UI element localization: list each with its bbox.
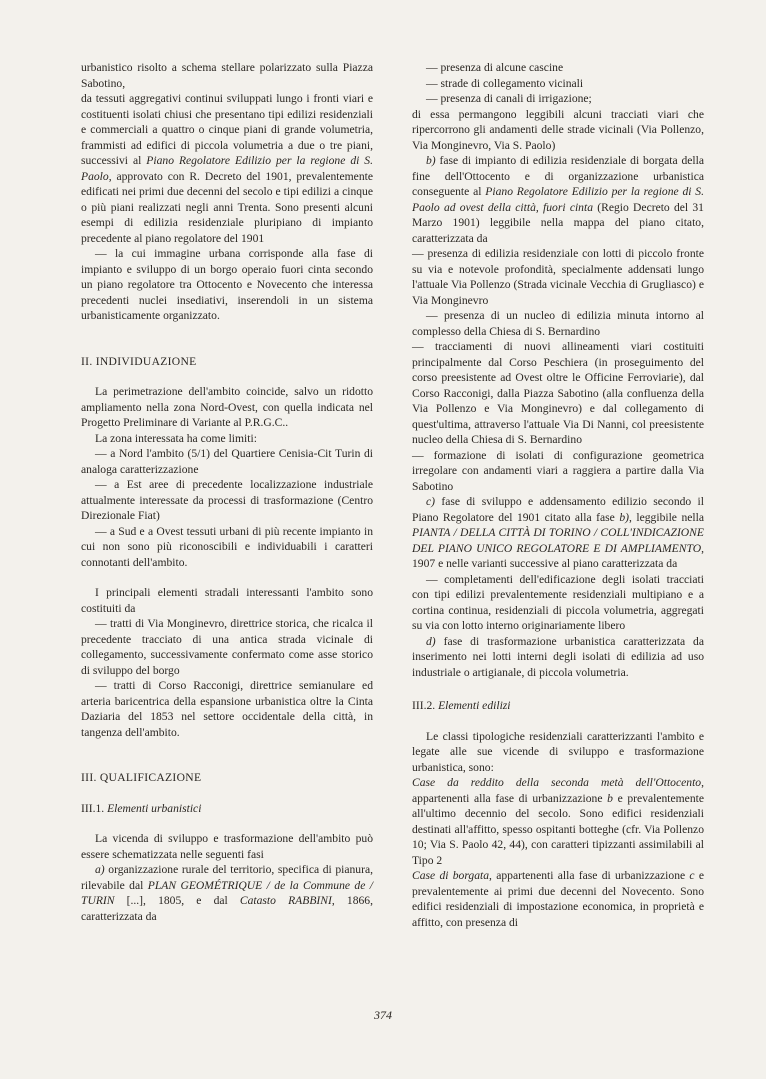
text-run: [...], 1805, e dal — [114, 894, 240, 907]
italic-ref: b) — [619, 510, 629, 524]
list-marker: b) — [426, 154, 436, 167]
italic-citation: Piano Regolatore Edilizio per la regione di S. Paolo ad ovest della città, fuori cinta — [412, 185, 704, 214]
text-run: , appartenenti alla fase di urbanizzazione — [412, 776, 704, 805]
paragraph: — la cui immagine urbana corrisponde alla fase di impianto e sviluppo di un borgo operaio fuori cinta secondo un piano regolatore tra Ottocento e Novecento che interessa precedenti nuclei insediativi, inserendoli in un sistema urbanisticamente organizzato. — [81, 247, 373, 322]
list-item: — a Nord l'ambito (5/1) del Quartiere Cenisia-Cit Turin di analoga caratterizzazione — [81, 447, 373, 476]
list-item: — presenza di un nucleo di edilizia minuta intorno al complesso della Chiesa di S. Bernardino — [412, 309, 704, 338]
italic-citation: Piano Regolatore Edilizio per la regione di S. Paolo — [81, 154, 373, 183]
paragraph: di essa permangono leggibili alcuni tracciati viari che ripercorrono gli andamenti delle strade vicinali (Via Pollenzo, Via Monginevro, Via S. Paolo) — [412, 107, 704, 152]
subsection-number: III.2. — [412, 699, 439, 712]
paragraph — [81, 91, 373, 246]
paragraph: Le classi tipologiche residenziali caratterizzanti l'ambito e legate alle sue vicende di sviluppo e trasformazione urbanistica, sono: — [412, 729, 704, 774]
list-item: — completamenti dell'edificazione degli isolati tracciati con tipi edilizi prevalentemente residenziali multipiano e a cortina continua, residenziali di piccola volumetria, aggregati su via con lotto interno originariamente libero — [412, 572, 704, 632]
subsection-title: Elementi edilizi — [438, 699, 511, 712]
paragraph: urbanistico risolto a schema stellare polarizzato sulla Piazza Sabotino, — [81, 61, 373, 90]
right-column — [412, 60, 704, 930]
page-number: 374 — [374, 1008, 392, 1022]
paragraph — [412, 868, 704, 930]
text-run: fase di impianto di edilizia residenziale di borgata della fine dell'Ottocento e di organizzazione urbanistica conseguente al — [412, 154, 704, 198]
paragraph — [412, 494, 704, 572]
list-item: — presenza di alcune cascine — [426, 61, 564, 74]
list-item: — presenza di canali di irrigazione; — [426, 92, 592, 105]
list-item: — tratti di Via Monginevro, direttrice storica, che ricalca il precedente tracciato di una antica strada vicinale di collegamento, successivamente confermato come asse storico di sviluppo del borgo — [81, 617, 373, 677]
paragraph: I principali elementi stradali interessanti l'ambito sono costituiti da — [81, 586, 373, 615]
italic-citation: PLAN GEOMÉTRIQUE / de la Commune de / TURIN — [81, 878, 373, 907]
paragraph — [412, 634, 704, 681]
paragraph: La vicenda di sviluppo e trasformazione dell'ambito può essere schematizzata nelle seguenti fasi — [81, 832, 373, 861]
list-item: — strade di collegamento vicinali — [426, 76, 584, 90]
left-column — [81, 60, 373, 924]
subsection-heading-iii-2 — [412, 698, 704, 714]
paragraph: La perimetrazione dell'ambito coincide, salvo un ridotto ampliamento nella zona Nord-Ovest, con quella indicata nel Progetto Preliminare di Variante al P.R.G.C.. — [81, 385, 373, 429]
list-marker: a) — [95, 863, 105, 876]
text-run: , approvato con R. Decreto del 1901, prevalentemente edificati nei primi due decenni del secolo e tipi edilizi a cinque o più piani realizzati negli anni Trenta. Sono presenti alcuni esempi di edilizia residenziale pluripiano di impianto precedente al piano regolatore del 1901 — [81, 169, 373, 245]
paragraph — [81, 862, 373, 924]
text-run: , 1907 e nelle varianti successive al piano caratterizzata da — [412, 541, 704, 570]
italic-term: Case da reddito della seconda metà dell'Ottocento — [412, 776, 702, 789]
text-run: da tessuti aggregativi continui sviluppati lungo i fronti viari e costituenti isolati chiusi che presentano tipi edilizi residenziali e commerciali a quattro o cinque piani di grande volumetria, frammisti ad edifici di piccola volumetria a due o tre piani, successivi al — [81, 92, 373, 167]
list-marker: d) — [426, 634, 436, 648]
text-run: , appartenenti alla fase di urbanizzazione — [489, 869, 690, 882]
text-run: fase di sviluppo e addensamento edilizio secondo il Piano Regolatore del 1901 citato alla fase — [412, 495, 704, 524]
italic-term: Case di borgata — [412, 869, 490, 882]
italic-citation: PIANTA / DELLA CITTÀ DI TORINO / COLL'INDICAZIONE DEL PIANO UNICO REGOLATORE E DI AMPLIAMENTO — [412, 526, 704, 555]
subsection-title: Elementi urbanistici — [107, 801, 202, 815]
text-run: fase di trasformazione urbanistica caratterizzata da inserimento nei lotti interni degli isolati di edilizia ad uso industriale o artigianale, di piccola volumetria. — [412, 634, 704, 679]
list-item: — a Sud e a Ovest tessuti urbani di più recente impianto in cui non sono più riconoscibili e individuabili i caratteri connotanti dell'ambito. — [81, 524, 373, 569]
text-run: (Regio Decreto del 31 Marzo 1901) leggibile nella mappa del piano citato, caratterizzata da — [412, 200, 704, 245]
text-run: e prevalentemente ai primi due decenni del Novecento. Sono edifici residenziali di impostazione economica, in proprietà e affitto, con presenza di — [412, 869, 704, 929]
text-run: e prevalentemente all'ultimo decennio del secolo. Sono edifici residenziali destinati all'affitto, spesso ospitanti botteghe (cfr. Via Pollenzo 10; Via S. Paolo 42, 44), con caratteri tipizzanti assimilabili al Tipo 2 — [412, 791, 704, 867]
list-item: — tratti di Corso Racconigi, direttrice semianulare ed arteria baricentrica della espansione urbanistica oltre la Cinta Daziaria del 1853 nel settore occidentale della città, in tangenza dell'ambito. — [81, 679, 373, 739]
list-item: — tracciamenti di nuovi allineamenti viari costituiti principalmente dal Corso Peschiera (in proseguimento del corso preesistente ad Ovest oltre le Officine Ferroviarie), dal Corso Racconigi, dalla Piazza Sabotino (alla confluenza della Via Pollenzo e Via Monginevro) e dal collegamento di quest'ultima, attraverso l'attuale Via Di Nanni, col preesistente nucleo della Chiesa di S. Bernardino — [412, 340, 704, 446]
paragraph — [412, 775, 704, 868]
list-item: — presenza di edilizia residenziale con lotti di piccolo fronte su via e notevole profondità, specialmente addensati lungo l'attuale Via Pollenzo (Strada vicinale Vecchia di Grugliasco) e Via Monginevro — [412, 247, 704, 307]
section-heading-iii: III. QUALIFICAZIONE — [81, 771, 202, 784]
section-heading-ii: II. INDIVIDUAZIONE — [81, 354, 197, 368]
text-run: , 1866, caratterizzata da — [81, 894, 373, 923]
list-item: — a Est aree di precedente localizzazione industriale attualmente interessate da processi di trasformazione (Centro Direzionale Fiat) — [81, 478, 373, 522]
text-run: organizzazione rurale del territorio, specifica di pianura, rilevabile dal — [81, 863, 373, 892]
subsection-number: III.1. — [81, 801, 108, 815]
paragraph: La zona interessata ha come limiti: — [95, 431, 257, 445]
paragraph — [412, 153, 704, 246]
list-item: — formazione di isolati di configurazione geometrica irregolare con andamenti viari a raggiera a partire dalla Via Sabotino — [412, 448, 704, 493]
text-run: , leggibile nella — [628, 510, 704, 524]
list-marker: c) — [426, 495, 436, 508]
italic-citation: Catasto RABBINI — [239, 894, 332, 907]
subsection-heading-iii-1 — [81, 801, 373, 817]
italic-ref: b — [607, 791, 613, 805]
italic-ref: c — [689, 869, 695, 882]
